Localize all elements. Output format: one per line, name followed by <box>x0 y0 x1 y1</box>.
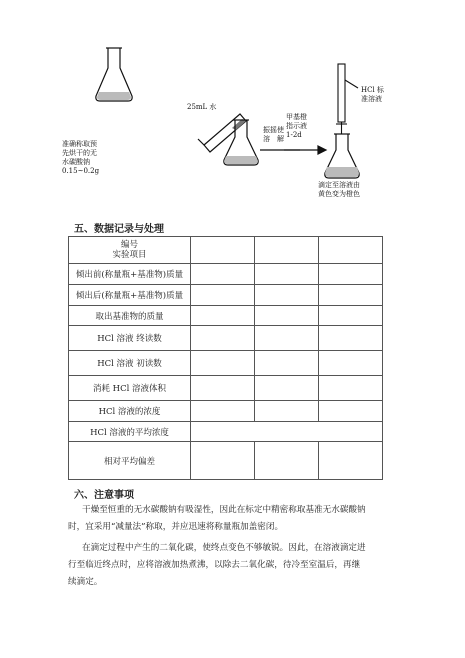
row-label: HCl 溶液的浓度 <box>69 401 191 422</box>
data-table <box>68 236 383 480</box>
row-label: HCl 溶液 终读数 <box>69 326 191 351</box>
burette-icon <box>336 64 358 134</box>
row-label: HCl 溶液的平均浓度 <box>69 422 191 442</box>
flask-1-icon <box>96 48 132 101</box>
flask-2-icon <box>224 120 258 165</box>
table-row <box>69 306 383 326</box>
note-line: 时，宜采用“减量法”称取，并应迅速将称量瓶加盖密闭。 <box>68 522 284 532</box>
water-label: 25mL 水 <box>187 103 217 111</box>
row-label: 取出基准物的质量 <box>69 306 191 326</box>
table-header-cell <box>69 237 191 264</box>
flask-1-caption: 准确称取预 先烘干的无 水碳酸钠 0.15~0.2g <box>62 140 100 175</box>
note-line: 行至临近终点时，应将溶液加热煮沸，以除去二氧化碳，待冷至室温后，再继 <box>68 560 361 570</box>
dissolve-label: 振摇使 溶 解 <box>263 126 284 143</box>
table-row <box>69 351 383 376</box>
endpoint-caption: 滴定至溶液由 黄色变为橙色 <box>318 181 360 198</box>
flask-3-icon <box>325 134 359 178</box>
row-label: 倾出后(称量瓶+基准物)质量 <box>69 285 191 306</box>
table-header-row <box>69 237 383 264</box>
table-row <box>69 442 383 480</box>
table-row <box>69 326 383 351</box>
row-label: 倾出前(称量瓶+基准物)质量 <box>69 264 191 285</box>
table-row <box>69 422 383 442</box>
table-row <box>69 264 383 285</box>
row-label: 消耗 HCl 溶液体积 <box>69 376 191 401</box>
note-line: 在滴定过程中产生的二氧化碳，使终点变色不够敏锐。因此，在溶液滴定进 <box>82 543 366 553</box>
table-cell <box>255 237 319 264</box>
section6-title: 六、注意事项 <box>74 490 134 501</box>
table-cell <box>191 237 255 264</box>
table-cell <box>319 237 383 264</box>
table-row <box>69 401 383 422</box>
header-top: 编号 <box>120 240 138 250</box>
table-row <box>69 376 383 401</box>
row-label: HCl 溶液 初读数 <box>69 351 191 376</box>
header-bottom: 实验项目 <box>112 250 147 260</box>
table-row <box>69 285 383 306</box>
note-line: 干燥至恒重的无水碳酸钠有吸湿性，因此在标定中精密称取基准无水碳酸钠 <box>82 505 366 515</box>
note-paragraph-1 <box>68 502 392 536</box>
row-label: 相对平均偏差 <box>69 442 191 480</box>
note-paragraph-2 <box>68 540 392 591</box>
section5-title: 五、数据记录与处理 <box>74 224 164 235</box>
diagram-drawing <box>0 0 465 215</box>
indicator-label: 甲基橙 指示液 1-2d <box>286 113 307 139</box>
titrant-label: HCl 标 准溶液 <box>361 86 384 103</box>
note-line: 续滴定。 <box>68 577 103 587</box>
